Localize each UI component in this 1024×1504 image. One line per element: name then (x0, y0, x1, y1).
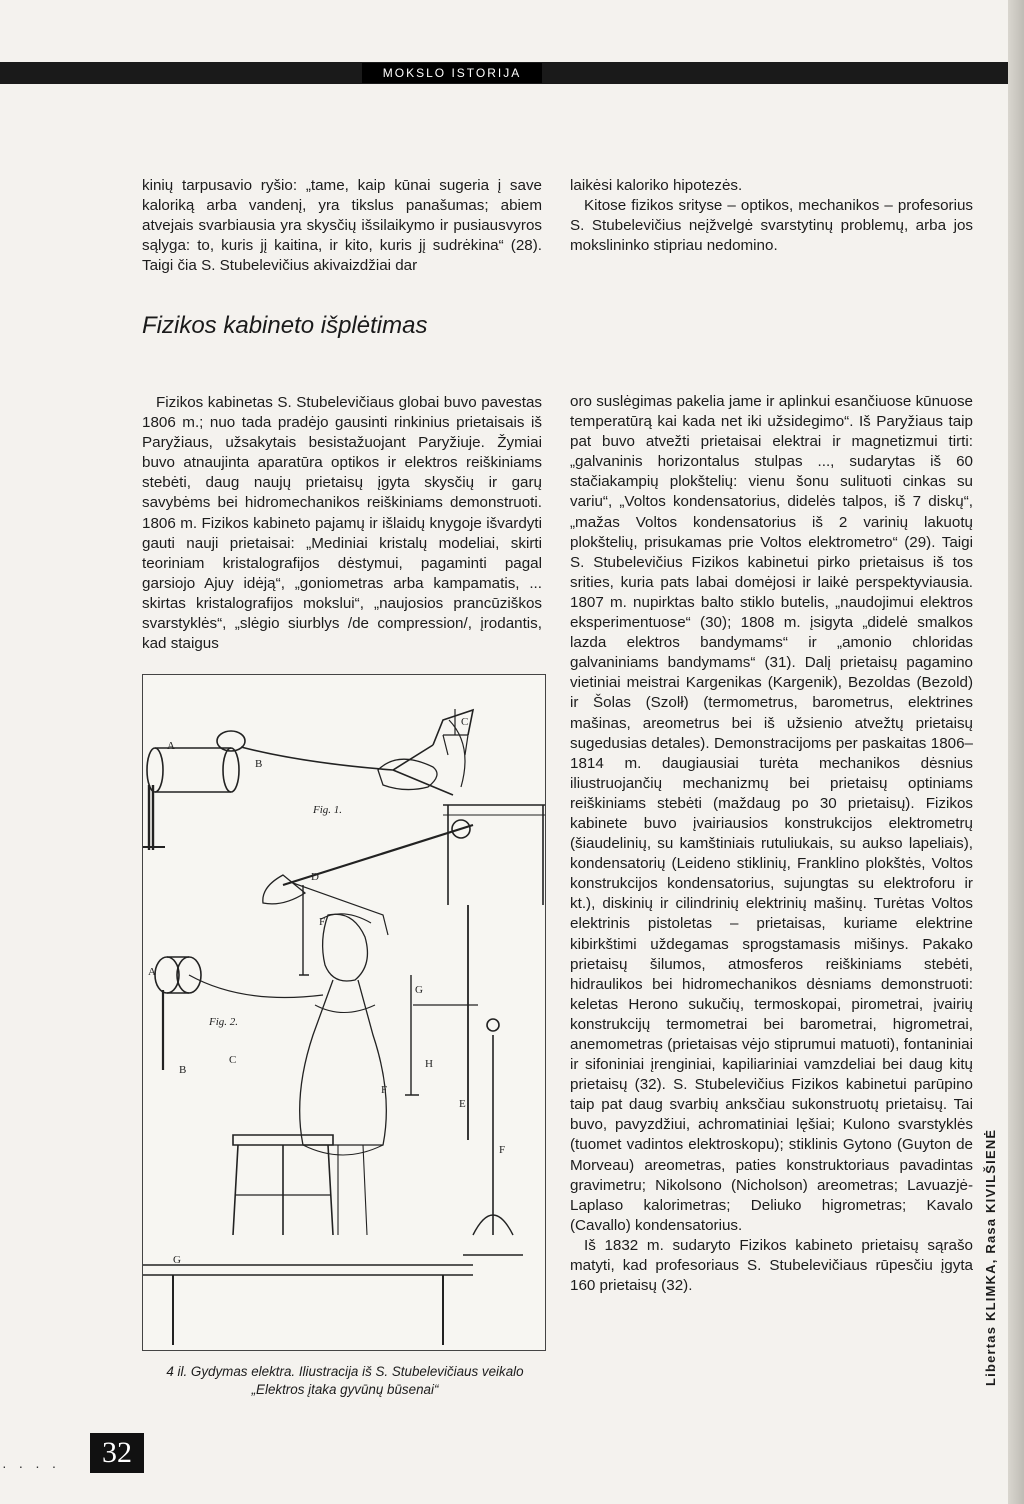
left-top-paragraph: kinių tarpusavio ryšio: „tame, kaip kūnai sugeria į save kaloriką arba vandenį, yra tikslus panašumas; abiem atvejais svarbiausia yra skysčių išsilaikymo ir pusiausvyros sąlyga: to, kuris jį kaitina, ir kito, kuris jį sudrėkina“ (28). Taigi čia S. Stubelevičius akivaizdžiai dar (142, 177, 542, 275)
fig-label-d: D (311, 871, 319, 883)
fig-label-fig2: Fig. 2. (209, 1016, 239, 1028)
figure-caption-line2: „Elektros įtaka gyvūnų būsenai“ (251, 1382, 439, 1397)
left-column-body (142, 393, 542, 654)
right-column-top (570, 176, 973, 256)
figure-caption (150, 1363, 540, 1399)
fig-label-f-lower: F (381, 1084, 388, 1096)
right-top-paragraph: Kitose fizikos srityse – optikos, mechanikos – profesorius S. Stubelevičius neįžvelgė svarstytinų problemų, arba jos mokslininko stipriau nedomino. (570, 197, 973, 255)
fig-label-f-right: F (499, 1144, 506, 1156)
page-edge (1008, 0, 1024, 1504)
left-column-top (142, 176, 542, 276)
left-body-paragraph: Fizikos kabinetas S. Stubelevičiaus globai buvo pavestas 1806 m.; nuo tada pradėjo gausinti rinkinius prietaisais iš Paryžiaus, užsakytais besistažuojant Paryžiuje. Žymiai buvo atnaujinta aparatūra optikos ir elektros reiškiniams stebėti, daug naujų prietaisų įgyta skysčių ir garų savybėms bei hidromechanikos reiškiniams demonstruoti. 1806 m. Fizikos kabineto pajamų ir išlaidų knygoje išvardyti gauti nauji prietaisai: „Mediniai kristalų modeliai, skirti teoriniam kristalografijos dėstymui, pagaminti pagal garsiojo Ajuy idėją“, „goniometras arba kampamatis, ... skirtas kristalografijos mokslui“, „naujosios prancūziškos svarstyklės“, „slėgio siurblys /de compression/, įrodantis, kad staigus (142, 394, 542, 653)
right-top-line: laikėsi kaloriko hipotezės. (570, 177, 743, 194)
author-line: Libertas KLIMKA, Rasa KIVILŠIENĖ (983, 1128, 998, 1386)
fig-label-e: E (459, 1098, 466, 1110)
figure-caption-line1: 4 il. Gydymas elektra. Iliustracija iš S. Stubelevičiaus veikalo (166, 1364, 524, 1379)
right-last-paragraph: Iš 1832 m. sudaryto Fizikos kabineto prietaisų sąrašo matyti, kad profesoriaus S. Stubelevičiaus rūpesčiu įgyta 160 prietaisų (32). (570, 1236, 973, 1295)
fig-label-fig1: Fig. 1. (313, 804, 343, 816)
fig-label-h: H (425, 1058, 433, 1070)
fig-label-g-bottom: G (173, 1254, 181, 1266)
fig-label-c-lower: C (229, 1054, 237, 1066)
section-heading: Fizikos kabineto išplėtimas (142, 312, 428, 339)
fig-label-g-mid: G (415, 984, 423, 996)
fig-label-a-top: A (167, 740, 175, 752)
section-label: MOKSLO ISTORIJA (362, 63, 542, 83)
footer-dots: · · · · (2, 1458, 61, 1474)
fig-label-a-left: A (148, 966, 156, 978)
illustration-figure (142, 674, 546, 1351)
electrotherapy-engraving (143, 675, 545, 1350)
fig-label-f-mid: F (319, 916, 326, 928)
right-column-body (570, 392, 973, 1296)
fig-label-b-lower: B (179, 1064, 187, 1076)
fig-label-b-top: B (255, 758, 263, 770)
fig-label-c-top: C (461, 716, 469, 728)
page-number: 32 (90, 1433, 144, 1473)
right-main-paragraph: oro suslėgimas pakelia jame ir aplinkui esančiuose kūnuose temperatūrą kai kada net iki užsidegimo“. Iš Paryžiaus taip pat buvo atvežti prietaisai elektrai ir magnetizmui tirti: „galvaninis horizontalus stulpas ..., sudarytas iš 60 stačiakampių plokštelių: vienu šonu sulituoti cinkas su variu“, „Voltos kondensatorius, didelės talpos, iš 7 diskų“, „mažas Voltos kondensatorius iš 2 varinių lakuotų plokštelių, prisukamas prie Voltos elektrometro“ (29). Taigi S. Stubelevičius Fizikos kabinetui pirko prietaisus iš tos srities, kuria pats labai domėjosi ir laikė perspektyviausia. 1807 m. nupirktas balto stiklo butelis, „naudojimui elektros eksperimentuose“ (30); 1808 m. įsigyta „didelė smalkos lazda elektros bandymams“ ir „amonio chloridas galvaniniams bandymams“ (31). Dalį prietaisų pagamino vietiniai meistrai Kargenikas (Kargenik), Bezoldas (Bezold) ir Šolas (Szolł) (termometrus, barometrus, elektrines mašinas, areometrus bei iš užsienio atvežtų prietaisų sugedusias detales). Demonstracijoms per paskaitas 1806–1814 m. daugiausiai turėta mechanikos dėsnius iliustruojančių mechanizmų bei prietaisų optiniams reiškiniams stebėti (maždaug po 30 prietaisų). Fizikos kabinete buvo įvairiausios konstrukcijos elektrometrų (šiaudelinių, su kamštiniais rutuliukais, su aukso lapeliais), kondensatorių (Leideno stiklinių, Franklino plokštės, Voltos konstrukcijos kondensatorius, sujungtas su elektroforu ir kt.), diskinių ir cilindrinių elektrinių mašinų. Turėtas Voltos elektrinis pistoletas – prietaisas, kuriame elektrine kibirkštimi uždegamas sprogstamasis mišinys. Pakako prietaisų šilumos, atmosferos reiškiniams stebėti, hidraulikos bei hidromechanikos dėsniams demonstruoti: keletas Herono sukučių, termoskopai, pirometrai, įvairių konstrukcijų termometrai bei barometrai, higrometrai, anemometras (prietaisas vėjo stiprumui matuoti), fontaniniai ir sifoniniai įrenginiai, kapiliariniai vamzdeliai bei daug kitų prietaisų (32). S. Stubelevičius Fizikos kabinetui parūpino taip pat daug svarbių anksčiau sukonstruotų prietaisų. Tai buvo, pavyzdžiui, achromatiniai lęšiai; Kulono svarstyklės (tuomet vadintos elektroskopu); stiklinis Gytono (Guyton de Morveau) areometras, paties konstruktoriaus pavadintas gravimetru; Nikolsono (Nicholson) areometras; Lavuazjė-Laplaso kalorimetras; Deliuko higrometras; Kavalo (Cavallo) kondensatorius. (570, 393, 973, 1234)
